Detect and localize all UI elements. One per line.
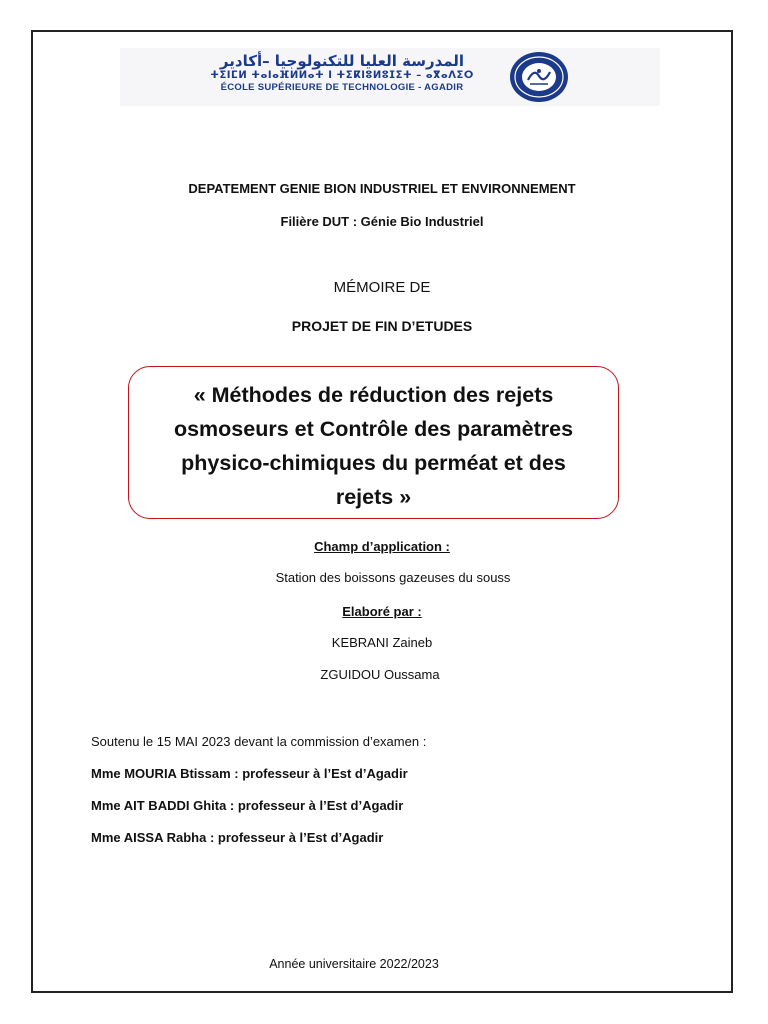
thesis-title-line: « Méthodes de réduction des rejets (193, 383, 554, 407)
jury-member: Mme MOURIA Btissam : professeur à l’Est d’Agadir (91, 766, 408, 781)
thesis-title-line: physico-chimiques du perméat et des (181, 451, 566, 475)
department-name: DEPATEMENT GENIE BION INDUSTRIEL ET ENVIRONNEMENT (188, 181, 576, 196)
jury-member: Mme AISSA Rabha : professeur à l’Est d’Agadir (91, 830, 384, 845)
school-name-tifinagh: ⵜⵉⵏⵎⵍ ⵜⴰⵏⴰⴼⵍⵍⴰⵜ ⵏ ⵜⵉⴽⵏⵓⵍⵓⵊⵉⵜ – ⴰⴳⴰⴷⵉⵔ (210, 70, 474, 81)
projet-label: PROJET DE FIN D’ETUDES (291, 318, 473, 334)
elabore-label: Elaboré par : (342, 604, 422, 619)
champ-label: Champ d’application : (314, 539, 450, 554)
filiere: Filière DUT : Génie Bio Industriel (280, 214, 484, 229)
academic-year: Année universitaire 2022/2023 (269, 957, 439, 971)
school-name-arabic: المدرسة العليا للتكنولوجيا –أكادير (219, 52, 465, 70)
thesis-title-line: rejets » (335, 485, 412, 509)
memoire-label: MÉMOIRE DE (333, 279, 431, 296)
thesis-title-line: osmoseurs et Contrôle des paramètres (173, 417, 574, 441)
champ-label-line (31, 538, 733, 556)
author-name: ZGUIDOU Oussama (320, 667, 440, 682)
defense-statement: Soutenu le 15 MAI 2023 devant la commission d’examen : (91, 734, 427, 749)
thesis-title (128, 378, 619, 514)
school-emblem-icon (508, 50, 570, 104)
school-name-block (182, 52, 502, 94)
elabore-label-line (31, 603, 733, 621)
champ-value: Station des boissons gazeuses du souss (275, 570, 511, 585)
school-name-french: ÉCOLE SUPÉRIEURE DE TECHNOLOGIE - AGADIR (220, 82, 464, 93)
school-header-banner (120, 48, 660, 106)
jury-member: Mme AIT BADDI Ghita : professeur à l’Est d’Agadir (91, 798, 404, 813)
author-name: KEBRANI Zaineb (331, 635, 433, 650)
